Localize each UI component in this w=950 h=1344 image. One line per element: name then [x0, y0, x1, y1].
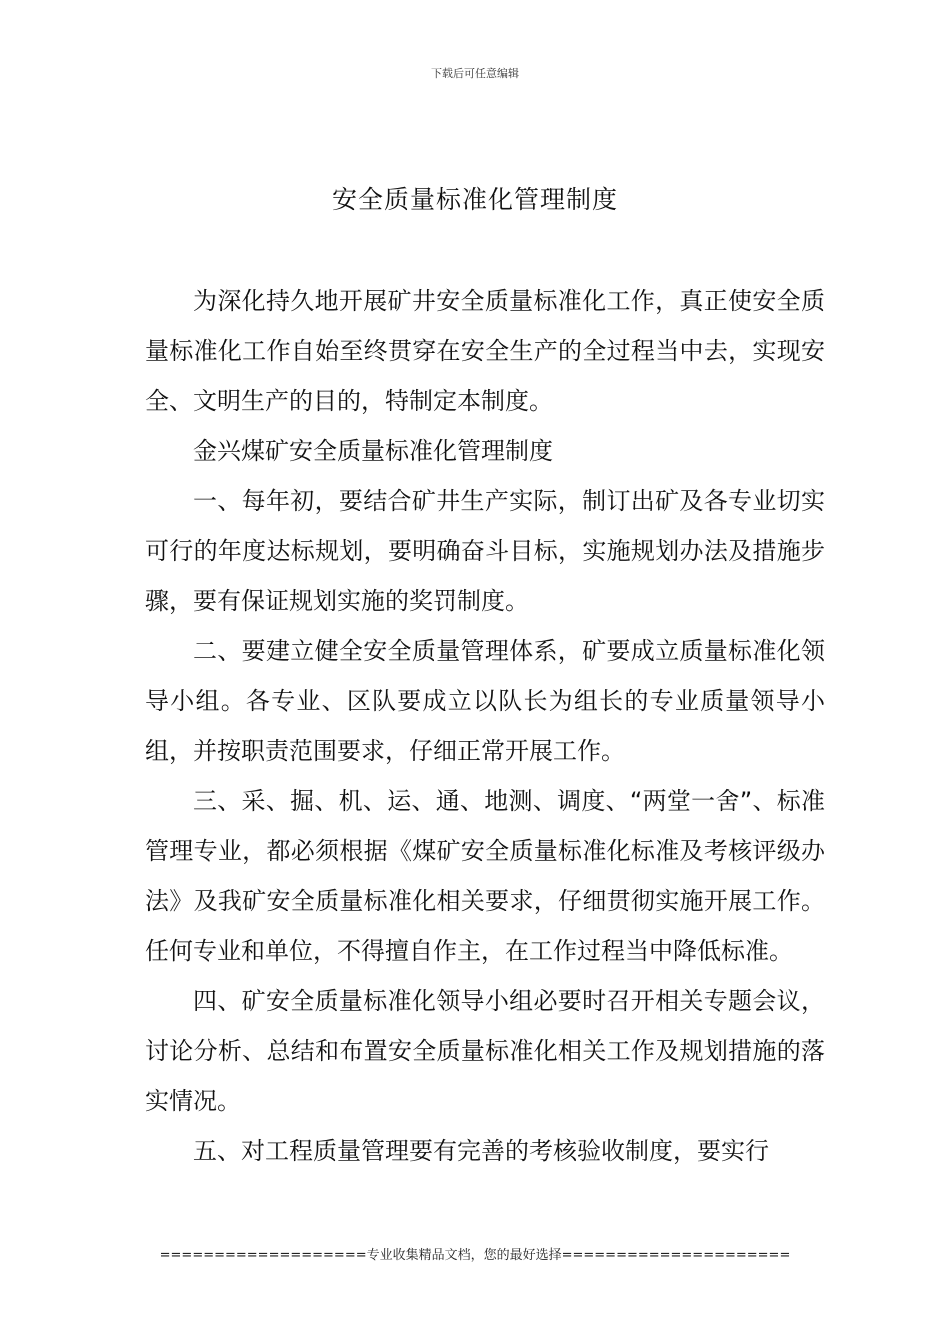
paragraph-item-4: 四、矿安全质量标准化领导小组必要时召开相关专题会议，讨论分析、总结和布置安全质量标准化相关工作及规划措施的落实情况。 — [145, 987, 825, 1115]
page-header-note: 下载后可任意编辑 — [431, 67, 519, 80]
paragraph-item-2: 二、要建立健全安全质量管理体系，矿要成立质量标准化领导小组。各专业、区队要成立以队长为组长的专业质量领导小组，并按职责范围要求，仔细正常开展工作。 — [145, 637, 825, 765]
paragraph-intro: 为深化持久地开展矿井安全质量标准化工作，真正使安全质量标准化工作自始至终贯穿在安全生产的全过程当中去，实现安全、文明生产的目的，特制定本制度。 — [145, 287, 825, 415]
page-footer-note: ===================专业收集精品文档，您的最好选择===================== — [159, 1248, 791, 1263]
document-body — [145, 276, 825, 1176]
paragraph-subtitle: 金兴煤矿安全质量标准化管理制度 — [193, 437, 553, 465]
document-title: 安全质量标准化管理制度 — [331, 185, 618, 214]
paragraph-item-5: 五、对工程质量管理要有完善的考核验收制度，要实行 — [193, 1137, 769, 1165]
paragraph-item-1: 一、每年初，要结合矿井生产实际，制订出矿及各专业切实可行的年度达标规划，要明确奋斗目标，实施规划办法及措施步骤，要有保证规划实施的奖罚制度。 — [145, 487, 825, 615]
paragraph-item-3: 三、采、掘、机、运、通、地测、调度、“两堂一舍”、标准管理专业，都必须根据《煤矿安全质量标准化标准及考核评级办法》及我矿安全质量标准化相关要求，仔细贯彻实施开展工作。任何专业和单位，不得擅自作主，在工作过程当中降低标准。 — [145, 787, 825, 965]
